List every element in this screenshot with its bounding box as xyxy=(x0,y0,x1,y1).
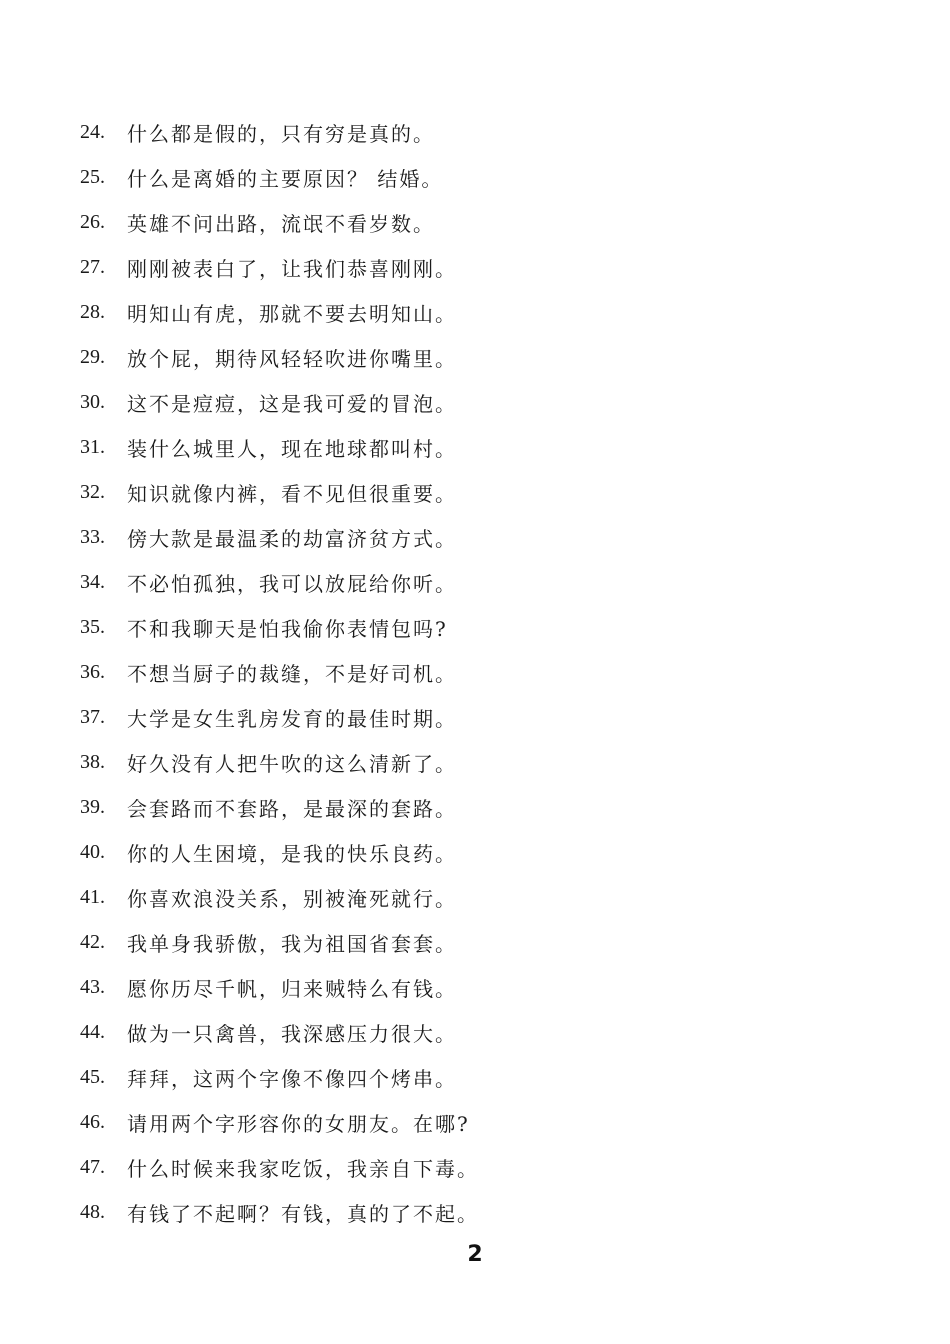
item-number: 46. xyxy=(80,1111,105,1133)
item-text: 装什么城里人，现在地球都叫村。 xyxy=(127,437,457,461)
item-text: 英雄不问出路，流氓不看岁数。 xyxy=(127,212,435,236)
list-item xyxy=(80,1055,840,1100)
item-text: 什么是离婚的主要原因？ 结婚。 xyxy=(127,167,444,191)
item-text: 不必怕孤独，我可以放屁给你听。 xyxy=(127,572,457,596)
list-item xyxy=(80,200,840,245)
item-text: 拜拜，这两个字像不像四个烤串。 xyxy=(127,1067,457,1091)
item-number: 31. xyxy=(80,436,105,458)
item-number: 30. xyxy=(80,391,105,413)
item-text: 什么都是假的，只有穷是真的。 xyxy=(127,122,435,146)
item-number: 25. xyxy=(80,166,105,188)
item-number: 32. xyxy=(80,481,105,503)
item-number: 28. xyxy=(80,301,105,323)
list-item xyxy=(80,605,840,650)
item-text: 会套路而不套路，是最深的套路。 xyxy=(127,797,457,821)
item-text: 知识就像内裤，看不见但很重要。 xyxy=(127,482,457,506)
item-text: 你的人生困境，是我的快乐良药。 xyxy=(127,842,457,866)
list-item xyxy=(80,425,840,470)
list-item xyxy=(80,1100,840,1145)
item-text: 好久没有人把牛吹的这么清新了。 xyxy=(127,752,457,776)
item-number: 48. xyxy=(80,1201,105,1223)
item-text: 做为一只禽兽，我深感压力很大。 xyxy=(127,1022,457,1046)
item-text: 请用两个字形容你的女朋友。在哪? xyxy=(127,1112,470,1136)
list-item xyxy=(80,920,840,965)
list-item xyxy=(80,740,840,785)
list-item xyxy=(80,1010,840,1055)
item-text: 你喜欢浪没关系，别被淹死就行。 xyxy=(127,887,457,911)
item-number: 38. xyxy=(80,751,105,773)
item-text: 大学是女生乳房发育的最佳时期。 xyxy=(127,707,457,731)
item-number: 41. xyxy=(80,886,105,908)
item-number: 26. xyxy=(80,211,105,233)
list-item xyxy=(80,560,840,605)
list-item xyxy=(80,1190,840,1235)
item-number: 37. xyxy=(80,706,105,728)
page-number: 2 xyxy=(467,1242,483,1267)
item-text: 不和我聊天是怕我偷你表情包吗? xyxy=(127,617,448,641)
list-item xyxy=(80,650,840,695)
list-item xyxy=(80,110,840,155)
item-number: 24. xyxy=(80,121,105,143)
list-item xyxy=(80,245,840,290)
item-number: 42. xyxy=(80,931,105,953)
list-item xyxy=(80,875,840,920)
item-text: 不想当厨子的裁缝，不是好司机。 xyxy=(127,662,457,686)
item-number: 43. xyxy=(80,976,105,998)
item-number: 29. xyxy=(80,346,105,368)
list-item xyxy=(80,965,840,1010)
list-item xyxy=(80,695,840,740)
list-item xyxy=(80,1145,840,1190)
item-text: 有钱了不起啊？有钱，真的了不起。 xyxy=(127,1202,479,1226)
list-item xyxy=(80,830,840,875)
item-number: 40. xyxy=(80,841,105,863)
item-number: 36. xyxy=(80,661,105,683)
item-text: 明知山有虎，那就不要去明知山。 xyxy=(127,302,457,326)
list-item xyxy=(80,155,840,200)
item-text: 刚刚被表白了，让我们恭喜刚刚。 xyxy=(127,257,457,281)
list-item xyxy=(80,335,840,380)
list-item xyxy=(80,515,840,560)
list-item xyxy=(80,290,840,335)
item-number: 45. xyxy=(80,1066,105,1088)
list-item xyxy=(80,785,840,830)
item-number: 35. xyxy=(80,616,105,638)
item-number: 39. xyxy=(80,796,105,818)
item-number: 27. xyxy=(80,256,105,278)
item-text: 这不是痘痘，这是我可爱的冒泡。 xyxy=(127,392,457,416)
item-text: 傍大款是最温柔的劫富济贫方式。 xyxy=(127,527,457,551)
list-item xyxy=(80,470,840,515)
item-text: 愿你历尽千帆，归来贼特么有钱。 xyxy=(127,977,457,1001)
item-number: 44. xyxy=(80,1021,105,1043)
item-number: 33. xyxy=(80,526,105,548)
item-number: 47. xyxy=(80,1156,105,1178)
item-text: 放个屁，期待风轻轻吹进你嘴里。 xyxy=(127,347,457,371)
joke-list xyxy=(80,110,840,1235)
item-text: 我单身我骄傲，我为祖国省套套。 xyxy=(127,932,457,956)
list-item xyxy=(80,380,840,425)
item-number: 34. xyxy=(80,571,105,593)
item-text: 什么时候来我家吃饭，我亲自下毒。 xyxy=(127,1157,479,1181)
